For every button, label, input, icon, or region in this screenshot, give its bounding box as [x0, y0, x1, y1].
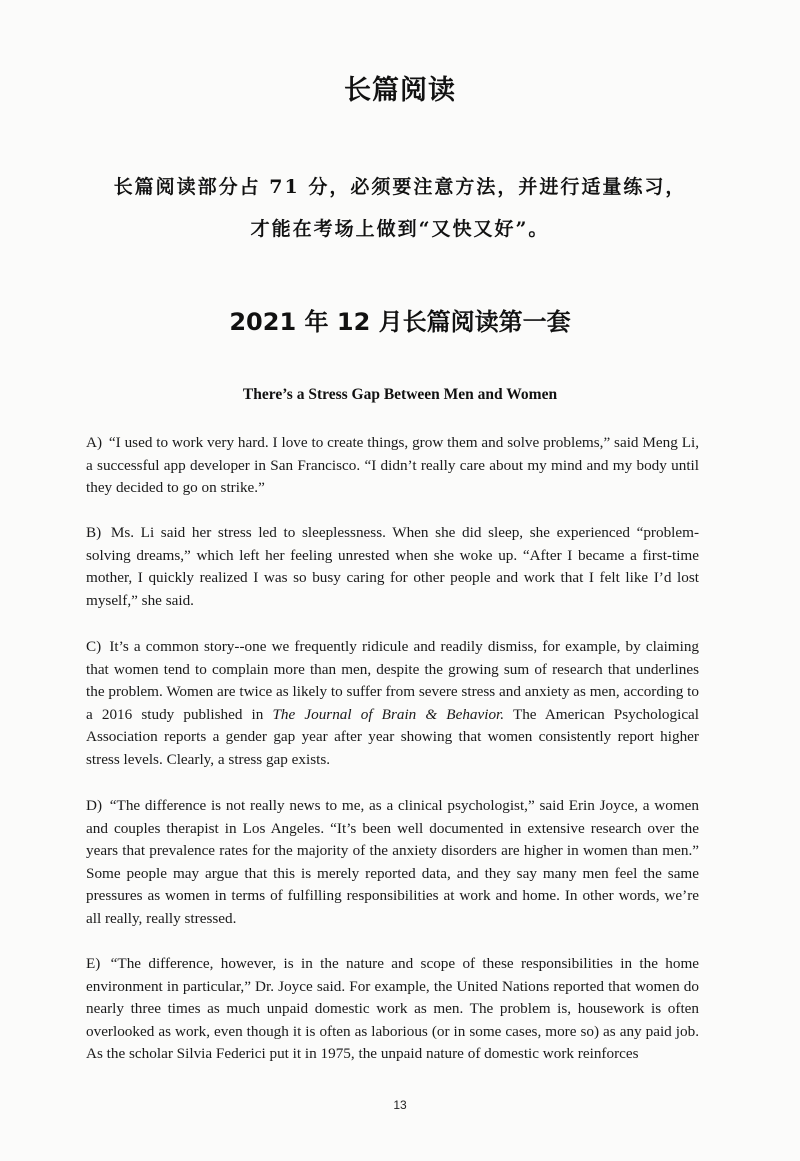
page-number: 13	[393, 1098, 407, 1112]
paragraph-label: D)	[86, 797, 103, 814]
paragraph-text: “The difference is not really news to me, as a clinical psychologist,” said Erin Joyce, a women and couples therapist in Los Angeles. “It’s been well documented in extensive research over the years that prevalence rates for the majority of the anxiety disorders are higher in women than men.” Some people may argue that this is merely reported data, and they say many men feel the same pressures as women in terms of fulfilling responsibilities at work and home. In other words, we’re all really, really stressed.	[86, 797, 699, 927]
paragraph-label: B)	[86, 524, 102, 541]
paragraph-d	[86, 795, 699, 930]
paragraph-c	[86, 636, 699, 771]
article-title: There’s a Stress Gap Between Men and Women	[242, 386, 558, 403]
paragraph-label: A)	[86, 434, 103, 451]
paragraph-label: E)	[86, 955, 101, 972]
journal-title: The Journal of Brain & Behavior.	[272, 705, 505, 723]
section-title: 长篇阅读	[344, 75, 456, 106]
paragraph-text: “The difference, however, is in the nature and scope of these responsibilities in the home environment in particular,” Dr. Joyce said. For example, the United Nations reported that women do nearly three times as much unpaid domestic work as men. The problem is, housework is often overlooked as work, even though it is often as laborious (or in some cases, more so) as any paid job. As the scholar Silvia Federici put it in 1975, the unpaid nature of domestic work reinforces	[86, 955, 699, 1062]
paragraph-text: It’s a common story--one we frequently ridicule and readily dismiss, for example, by claiming that women tend to complain more than men, despite the growing sum of research that underlines the problem. Women are twice as likely to suffer from severe stress and anxiety as men, according to a 2016 study published in	[86, 638, 700, 723]
intro-line-1: 长篇阅读部分占 71 分，必须要注意方法，并进行适量练习，	[113, 176, 687, 198]
paragraph-label: C)	[86, 638, 102, 655]
paragraph-a	[86, 432, 699, 500]
paragraph-e	[86, 953, 699, 1066]
set-title: 2021 年 12 月长篇阅读第一套	[229, 308, 571, 336]
paragraph-text: Ms. Li said her stress led to sleeplessness. When she did sleep, she experienced “problem-solving dreams,” which left her feeling unrested when she woke up. “After I became a first-time mother, I quickly realized I was so busy caring for other people and work that I felt like I’d lost myself,” she said.	[86, 524, 700, 609]
paragraph-text: “I used to work very hard. I love to create things, grow them and solve problems,” said Meng Li, a successful app developer in San Francisco. “I didn’t really care about my mind and my body until they decided to go on strike.”	[86, 434, 699, 496]
paragraph-text: The American Psychological Association reports a gender gap year after year showing that women consistently report higher stress levels. Clearly, a stress gap exists.	[86, 705, 700, 768]
paragraph-b	[86, 522, 699, 612]
intro-line-2: 才能在考场上做到“又快又好”。	[250, 218, 550, 240]
